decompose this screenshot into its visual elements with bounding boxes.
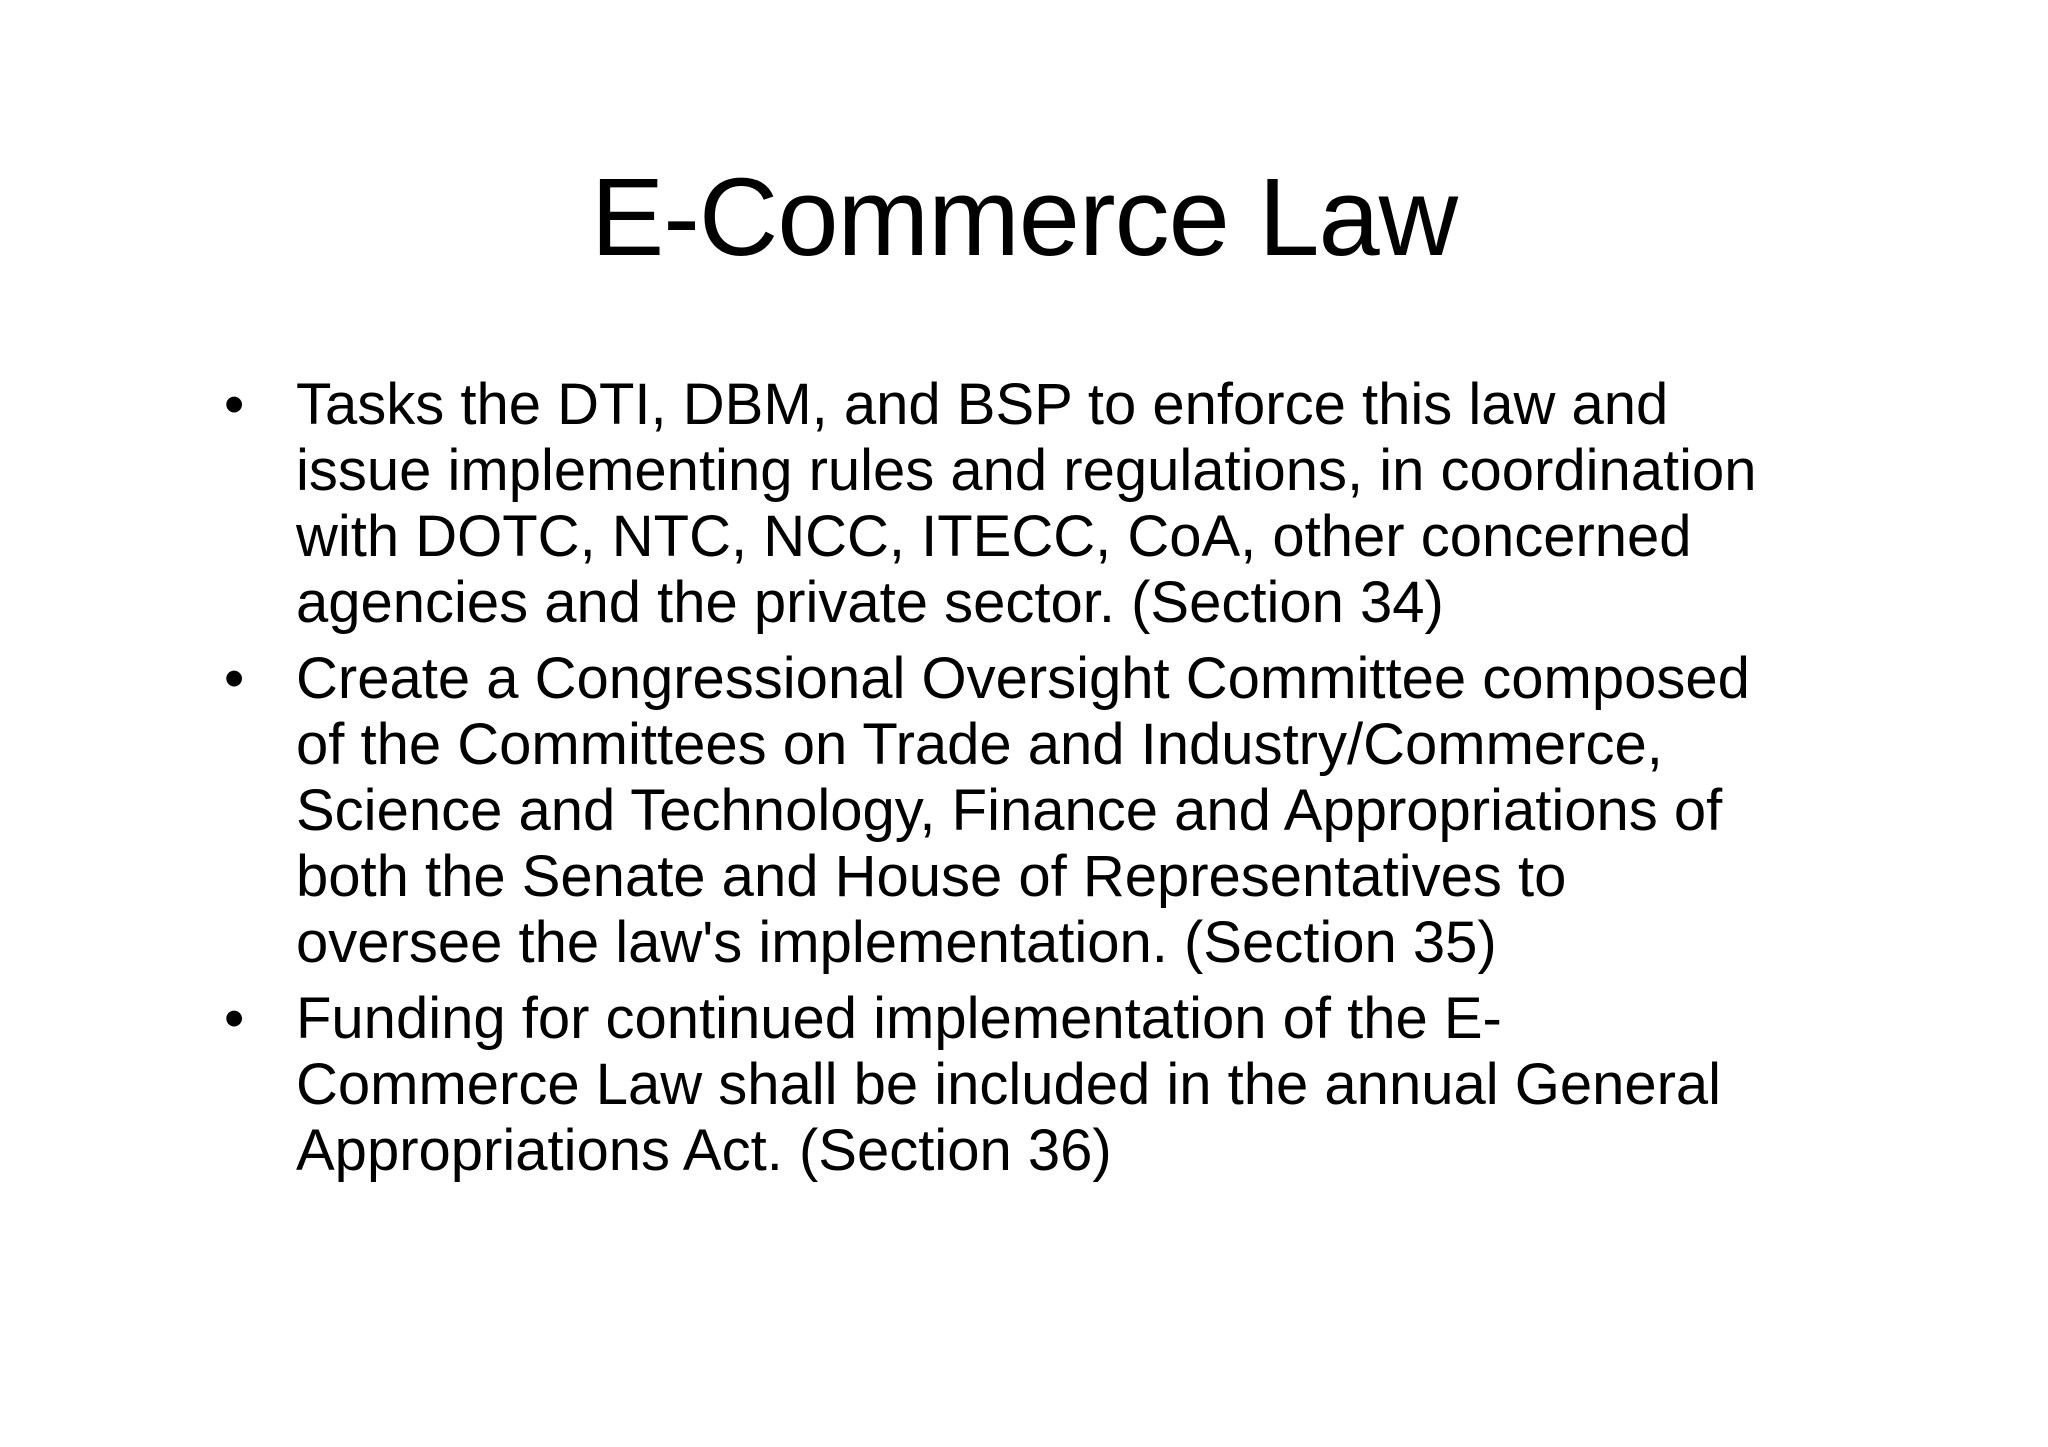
bullet-line: Tasks the DTI, DBM, and BSP to enforce this law and	[296, 372, 1669, 437]
bullet-item-2	[224, 646, 1864, 976]
bullet-line: Appropriations Act. (Section 36)	[296, 1118, 1112, 1183]
bullet-dot-icon: •	[224, 646, 245, 711]
bullet-line: Commerce Law shall be included in the annual General	[296, 1052, 1722, 1117]
bullet-line: oversee the law's implementation. (Section 35)	[296, 910, 1497, 975]
bullet-line: Funding for continued implementation of the E-	[296, 986, 1502, 1051]
bullet-line: with DOTC, NTC, NCC, ITECC, CoA, other concerned	[296, 504, 1692, 569]
bullet-line: of the Committees on Trade and Industry/Commerce,	[296, 712, 1663, 777]
slide-title: E-Commerce Law	[590, 156, 1458, 279]
bullet-line: agencies and the private sector. (Section 34)	[296, 570, 1444, 635]
bullet-item-3	[224, 986, 1864, 1184]
bullet-line: Create a Congressional Oversight Committee composed	[296, 646, 1750, 711]
bullet-dot-icon: •	[224, 372, 245, 437]
bullet-line: both the Senate and House of Representatives to	[296, 844, 1567, 909]
bullet-list	[224, 372, 1864, 1194]
bullet-line: Science and Technology, Finance and Appropriations of	[296, 778, 1723, 843]
bullet-dot-icon: •	[224, 986, 245, 1051]
bullet-item-1	[224, 372, 1864, 636]
bullet-line: issue implementing rules and regulations, in coordination	[296, 438, 1757, 503]
